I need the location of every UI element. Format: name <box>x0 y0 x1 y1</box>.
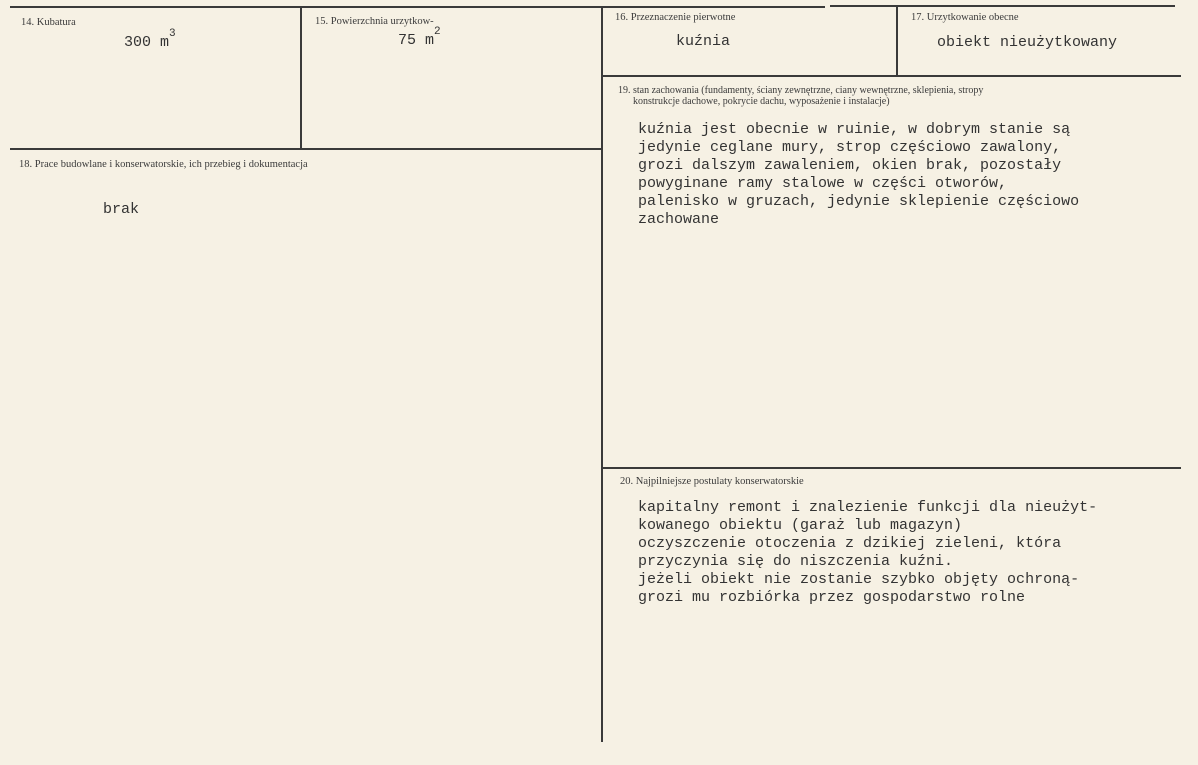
field-19-line: kuźnia jest obecnie w ruinie, w dobrym stanie są <box>638 121 1071 138</box>
field-20-line: oczyszczenie otoczenia z dzikiej zieleni, która <box>638 535 1062 552</box>
field-19-text <box>638 121 1079 229</box>
field-20-line: kowanego obiektu (garaż lub magazyn) <box>638 517 963 534</box>
field-15-superscript: 2 <box>434 26 441 38</box>
field-15-value <box>398 26 441 49</box>
divider-v-16-17 <box>896 7 898 75</box>
field-19-line: jedynie ceglane mury, strop częściowo zawalony, <box>638 139 1062 156</box>
field-14-value-text: 300 m <box>124 34 170 51</box>
divider-v-14-15 <box>300 7 302 149</box>
field-16-value: kuźnia <box>676 33 731 50</box>
top-border-right <box>830 5 1175 7</box>
field-19-label-line1: 19. stan zachowania (fundamenty, ściany zewnętrzne, ciany wewnętrzne, sklepienia, stropy <box>618 85 984 96</box>
field-14-value <box>124 28 176 51</box>
field-20-label: 20. Najpilniejsze postulaty konserwatorskie <box>620 476 804 487</box>
field-19-line: zachowane <box>638 211 720 228</box>
field-20-text <box>638 499 1097 607</box>
field-20-line: przyczynia się do niszczenia kuźni. <box>638 553 954 570</box>
field-20-line: grozi mu rozbiórka przez gospodarstwo rolne <box>638 589 1026 606</box>
divider-v-main <box>601 7 603 742</box>
field-15-label: 15. Powierzchnia urzytkow- <box>315 16 434 27</box>
field-20-line: jeżeli obiekt nie zostanie szybko objęty ochroną- <box>638 571 1080 588</box>
field-19-line: palenisko w gruzach, jedynie sklepienie częściowo <box>638 193 1080 210</box>
field-14-label: 14. Kubatura <box>21 17 76 28</box>
divider-h-16-17 <box>601 75 1181 77</box>
field-17-label: 17. Urzytkowanie obecne <box>911 12 1019 23</box>
field-19-label-line2: konstrukcje dachowe, pokrycie dachu, wyposażenie i instalacje) <box>633 96 890 107</box>
divider-h-20 <box>601 467 1181 469</box>
field-15-value-text: 75 m <box>398 32 435 49</box>
field-18-value: brak <box>103 201 140 218</box>
field-14-superscript: 3 <box>169 28 176 40</box>
field-20-line: kapitalny remont i znalezienie funkcji dla nieużyt- <box>638 499 1098 516</box>
field-18-label: 18. Prace budowlane i konserwatorskie, ich przebieg i dokumentacja <box>19 159 308 170</box>
field-19-line: powyginane ramy stalowe w części otworów, <box>638 175 1008 192</box>
top-border-left <box>10 6 825 8</box>
field-16-label: 16. Przeznaczenie pierwotne <box>615 12 736 23</box>
field-19-line: grozi dalszym zawaleniem, okien brak, pozostały <box>638 157 1062 174</box>
divider-h-18 <box>10 148 602 150</box>
field-17-value: obiekt nieużytkowany <box>937 34 1118 51</box>
